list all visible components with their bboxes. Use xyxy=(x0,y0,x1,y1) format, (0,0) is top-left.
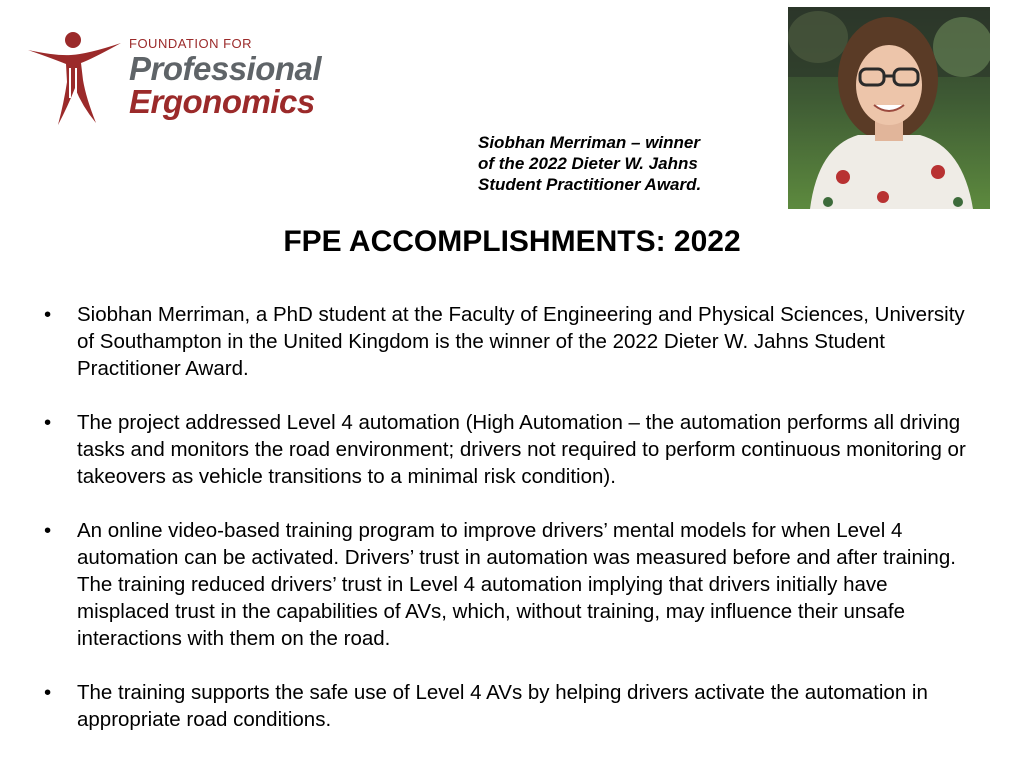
bullet-icon: • xyxy=(44,411,52,434)
bullet-icon: • xyxy=(44,303,52,326)
caption-line: Student Practitioner Award. xyxy=(478,175,702,194)
winner-photo xyxy=(788,7,990,209)
page-title: FPE ACCOMPLISHMENTS: 2022 xyxy=(283,225,741,258)
list-item-text: Siobhan Merriman, a PhD student at the Faculty of Engineering and Physical Sciences, University of Southampton in the United Kingdom is the winner of the 2022 Dieter W. Jahns Student Practitioner Award. xyxy=(77,303,965,380)
bullet-icon: • xyxy=(44,681,52,704)
list-item xyxy=(0,679,1024,733)
list-item xyxy=(0,517,1024,652)
human-figure-icon xyxy=(26,28,126,128)
list-item xyxy=(0,301,1024,382)
logo-tagline: FOUNDATION FOR xyxy=(129,36,253,51)
list-item-text: The project addressed Level 4 automation (High Automation – the automation performs all driving tasks and monitors the road environment; drivers not required to perform continuous monitoring or takeovers as vehicle transitions to a minimal risk condition). xyxy=(77,411,966,488)
logo-word-professional: Professional xyxy=(129,50,322,87)
logo-word-ergonomics: Ergonomics xyxy=(129,83,315,120)
logo-wordmark xyxy=(129,36,359,118)
accomplishments-list xyxy=(0,301,1024,760)
list-item xyxy=(0,409,1024,490)
caption-line: of the 2022 Dieter W. Jahns xyxy=(478,154,698,173)
fpe-logo xyxy=(26,28,356,128)
list-item-text: An online video-based training program to improve drivers’ mental models for when Level 4 automation can be activated. Drivers’ trust in automation was measured before and after training. The training reduced drivers’ trust in Level 4 automation implying that drivers initially have misplaced trust in the capabilities of AVs, which, without training, may influence their unsafe interactions with them on the road. xyxy=(77,519,956,650)
bullet-icon: • xyxy=(44,519,52,542)
portrait-image xyxy=(788,7,990,209)
list-item-text: The training supports the safe use of Level 4 AVs by helping drivers activate the automation in appropriate road conditions. xyxy=(77,681,928,731)
photo-caption xyxy=(478,132,778,195)
caption-line: Siobhan Merriman – winner xyxy=(478,133,700,152)
